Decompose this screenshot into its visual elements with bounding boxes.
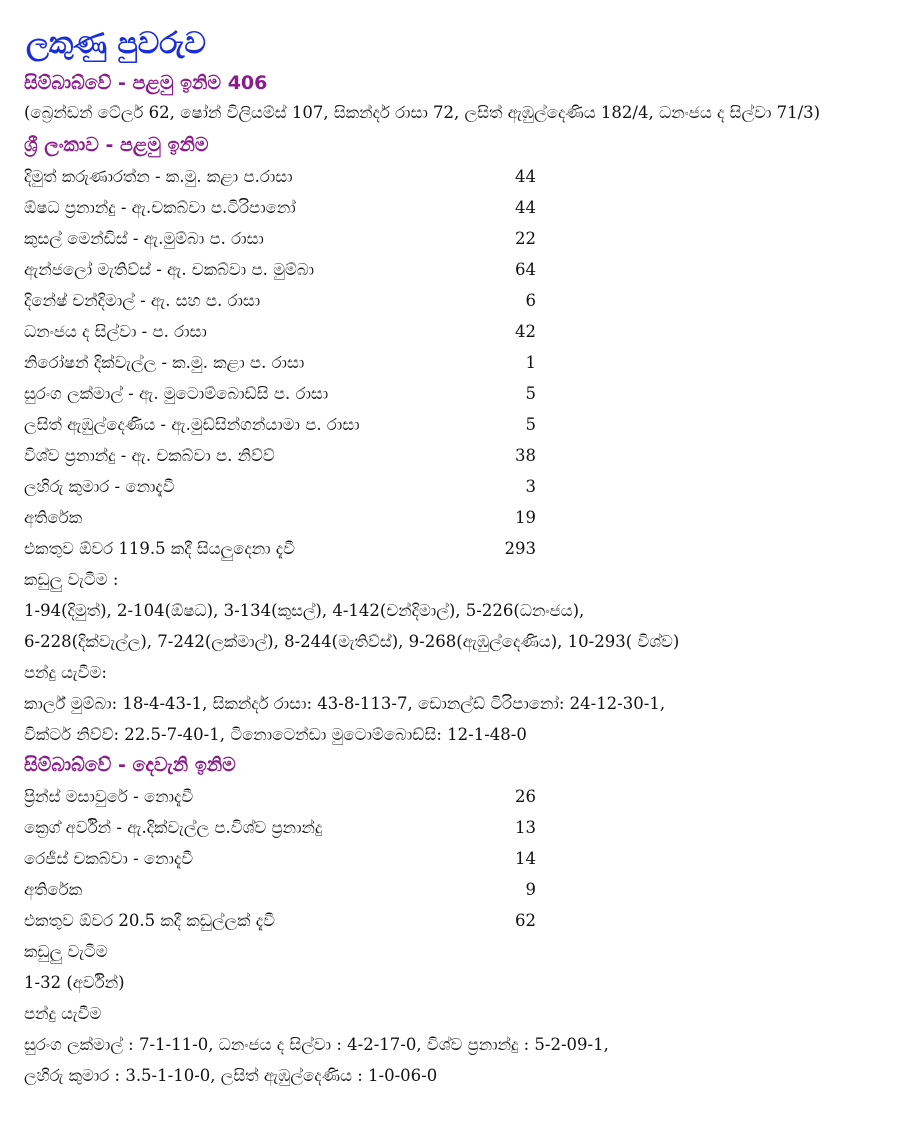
batsman-runs: 64 (515, 260, 536, 279)
zim-second-innings-heading: සිම්බාබ්වේ - දෙවැනි ඉනිම (24, 754, 236, 776)
batting-row (24, 843, 876, 874)
batsman-name: විශ්ව ප්‍රනාන්දු - ඇ. චකබ්වා ප. නිව්ව් (24, 446, 275, 465)
batsman-name: නිරෝෂන් දික්වැල්ල - ක.මු. කළා ප. රාසා (24, 353, 305, 372)
batsman-runs: 5 (525, 384, 536, 403)
batsman-name: දිනේෂ් චන්දිමාල් - ඇ. සහ ප. රාසා (24, 291, 261, 310)
batsman-runs: 38 (515, 446, 536, 465)
total-label: එකතුව ඕවර 20.5 කදී කඩුල්ලක් දැවී (24, 911, 275, 930)
batsman-name: ප්‍රින්ස් මසාවුරේ - නොදැවී (24, 787, 194, 806)
sl-first-innings-heading: ශ්‍රී ලංකාව - පළමු ඉනිම (24, 134, 209, 156)
total-runs: 293 (504, 539, 536, 558)
batsman-runs: 14 (515, 849, 536, 868)
extras-row (24, 874, 876, 905)
zim-first-innings-summary: (බ්‍රෙන්ඩන් ටේලර් 62, ෂෝන් විලියම්ස් 107, සිකන්දර් රාසා 72, ලසිත් ඇඹුල්දෙණිය 182/4, ධනංජය ද සිල්වා 71/3) (24, 103, 821, 122)
batting-row (24, 161, 876, 192)
sl-batting-list (24, 161, 876, 564)
batsman-name: ඕෂධ ප්‍රනාන්දු - ඇ.චකබ්වා ප.ටිරිපානෝ (24, 198, 296, 217)
extras-runs: 9 (525, 880, 536, 899)
batsman-runs: 1 (525, 353, 536, 372)
batsman-runs: 44 (515, 167, 536, 186)
batsman-name: ක්‍රෙග් අර්වින් - ඇ.දික්වැල්ල ප.විශ්ව ප්‍රනාන්දු (24, 818, 323, 837)
batting-row (24, 285, 876, 316)
extras-row (24, 502, 876, 533)
extras-runs: 19 (515, 508, 536, 527)
batsman-name: ඇන්ජලෝ මැතිව්ස් - ඇ. චකබ්වා ප. මුම්බා (24, 260, 315, 279)
batsman-runs: 22 (515, 229, 536, 248)
batting-row (24, 223, 876, 254)
batsman-name: දිමුත් කරුණාරත්න - ක.මු. කළා ප.රාසා (24, 167, 293, 186)
zim-fow-line: 1-32 (අර්වින්) (24, 973, 125, 992)
zim-bowling-line: සුරංග ලක්මාල් : 7-1-11-0, ධනංජය ද සිල්වා : 4-2-17-0, විශ්ව ප්‍රනාන්දු : 5-2-09-1, (24, 1035, 609, 1054)
batsman-runs: 13 (515, 818, 536, 837)
batting-row (24, 812, 876, 843)
batting-row (24, 378, 876, 409)
sl-fow-label: කඩුලු වැටීම : (24, 570, 119, 589)
zim-bowling-label: පන්දු යැවීම (24, 1004, 102, 1023)
batting-row (24, 409, 876, 440)
batsman-runs: 44 (515, 198, 536, 217)
batting-row (24, 440, 876, 471)
extras-label: අතිරේක (24, 880, 83, 899)
zim-bowling-line: ලහිරු කුමාර : 3.5-1-10-0, ලසිත් ඇඹුල්දෙණිය : 1-0-06-0 (24, 1066, 438, 1085)
batsman-runs: 3 (525, 477, 536, 496)
batting-row (24, 471, 876, 502)
sl-fow-line: 6-228(දික්වැල්ල), 7-242(ලක්මාල්), 8-244(මැතිව්ස්), 9-268(ඇඹුල්දෙණිය), 10-293( විශ්ව) (24, 632, 680, 651)
sl-fow-line: 1-94(දිමුත්), 2-104(ඕෂධ), 3-134(කුසල්), 4-142(චන්දිමාල්), 5-226(ධනංජය), (24, 601, 585, 620)
batting-row (24, 192, 876, 223)
zim-batting-list (24, 781, 876, 936)
total-runs: 62 (515, 911, 536, 930)
batsman-name: සුරංග ලක්මාල් - ඇ. මුටොම්බොඩ්සි ප. රාසා (24, 384, 329, 403)
batsman-runs: 42 (515, 322, 536, 341)
batting-row (24, 316, 876, 347)
zim-fow-label: කඩුලු වැටීම (24, 942, 108, 961)
batting-row (24, 347, 876, 378)
sl-bowling-label: පන්දු යැවීම: (24, 663, 107, 682)
total-label: එකතුව ඕවර 119.5 කදී සියලුදෙනා දැවී (24, 539, 295, 558)
batsman-name: කුසල් මෙන්ඩිස් - ඇ.මුම්බා ප. රාසා (24, 229, 264, 248)
page-title: ලකුණු පුවරුව (26, 26, 206, 61)
extras-label: අතිරේක (24, 508, 83, 527)
zim-first-innings-heading: සිම්බාබ්වේ - පළමු ඉනිම 406 (24, 72, 268, 94)
total-row (24, 905, 876, 936)
batsman-name: ලහිරු කුමාර - නොදැවී (24, 477, 175, 496)
total-row (24, 533, 876, 564)
batsman-name: රෙජීස් චකබ්වා - නොදැවී (24, 849, 194, 868)
batsman-runs: 5 (525, 415, 536, 434)
batting-row (24, 781, 876, 812)
batsman-name: ධනංජය ද සිල්වා - ප. රාසා (24, 322, 207, 341)
batting-row (24, 254, 876, 285)
sl-bowling-line: කාර්ල් මුම්බා: 18-4-43-1, සිකන්දර් රාසා: 43-8-113-7, ඩොනල්ඩ් ටිරිපානෝ: 24-12-30-1, (24, 694, 666, 713)
batsman-name: ලසිත් ඇඹුල්දෙණිය - ඇ.මුඩ්සින්ගන්යාමා ප. රාසා (24, 415, 360, 434)
batsman-runs: 6 (525, 291, 536, 310)
batsman-runs: 26 (515, 787, 536, 806)
sl-bowling-line: වික්ටර් නිව්ව්: 22.5-7-40-1, ටිනොටෙන්ඩා මුටොම්බොඩ්සි: 12-1-48-0 (24, 725, 527, 744)
